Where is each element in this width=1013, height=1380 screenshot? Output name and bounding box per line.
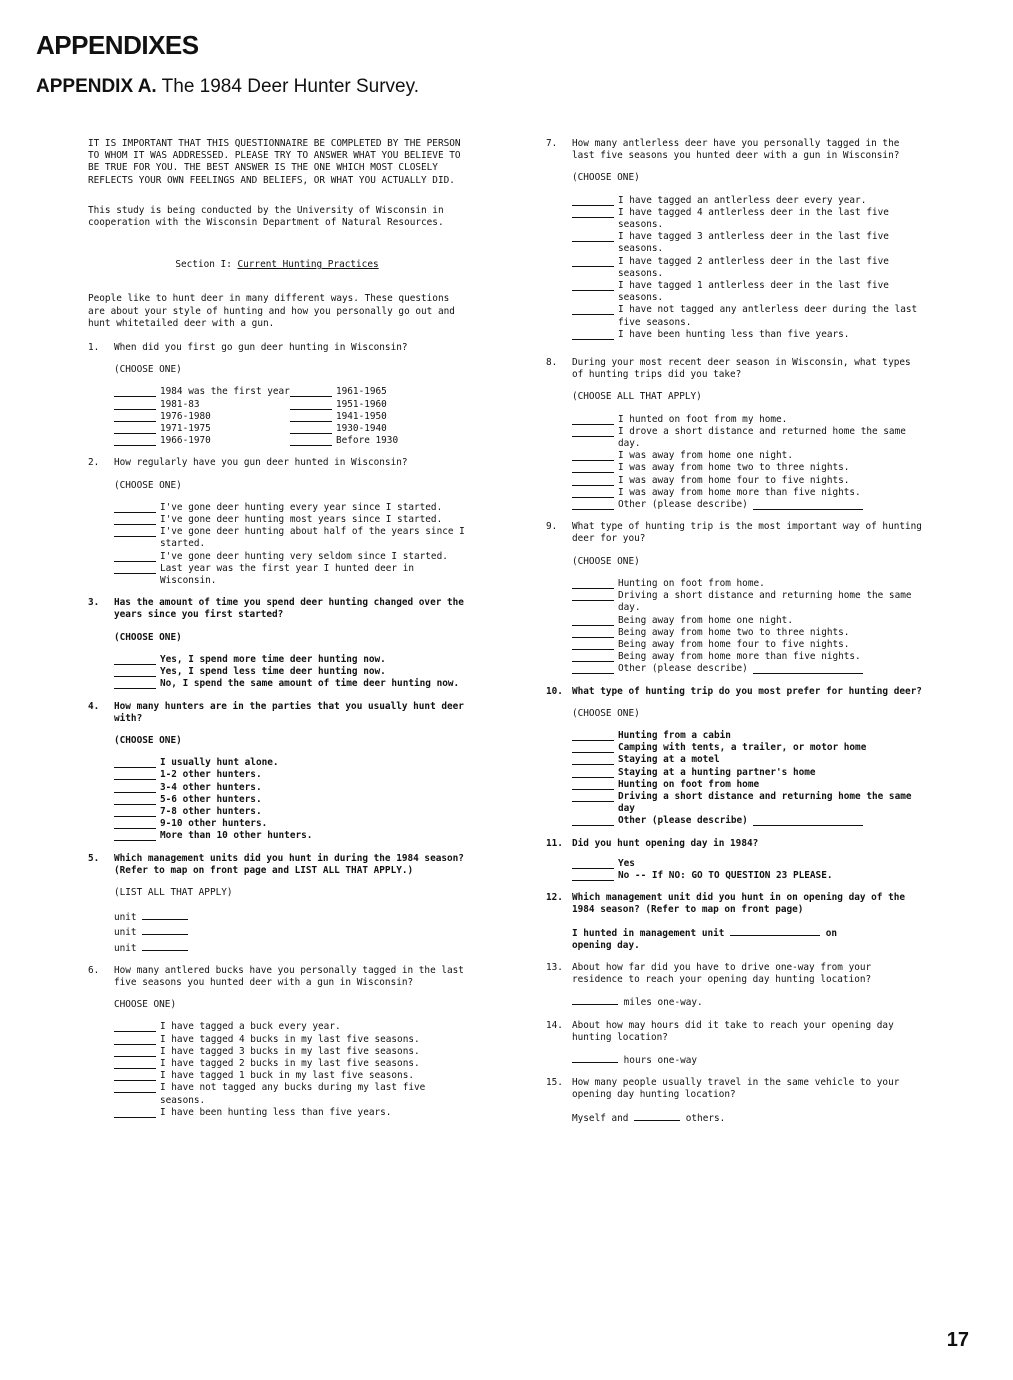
answer-option[interactable]	[572, 207, 924, 231]
answer-blank[interactable]	[572, 450, 614, 461]
answer-option[interactable]	[572, 475, 924, 487]
answer-option[interactable]	[572, 815, 924, 827]
option-label: I have tagged a buck every year.	[160, 1021, 341, 1033]
question-text: How regularly have you gun deer hunted in Wisconsin?	[114, 457, 408, 469]
option-label: Yes, I spend less time deer hunting now.	[160, 666, 386, 678]
answer-option[interactable]	[572, 754, 924, 766]
answer-blank[interactable]	[114, 830, 156, 841]
question-11	[546, 838, 924, 883]
answer-option[interactable]	[114, 563, 466, 587]
answer-option[interactable]	[114, 1034, 466, 1046]
answer-blank[interactable]	[572, 578, 614, 589]
option-label: 1981-83	[160, 398, 200, 410]
answer-blank[interactable]	[290, 399, 332, 410]
option-label: 1951-1960	[336, 398, 387, 410]
answer-option[interactable]	[572, 231, 924, 255]
choose-instruction: CHOOSE ONE)	[114, 999, 177, 1011]
answer-blank[interactable]	[572, 590, 614, 601]
option-label: Being away from home four to five nights.	[618, 638, 850, 650]
answer-blank[interactable]	[572, 426, 614, 437]
answer-option[interactable]	[572, 791, 924, 815]
answer-blank[interactable]	[114, 678, 156, 689]
answer-blank[interactable]	[572, 870, 614, 881]
answer-text: miles one-way.	[623, 997, 703, 1009]
option-label: No, I spend the same amount of time deer hunting now.	[160, 678, 460, 690]
option-label: I drove a short distance and returned home the same day.	[618, 425, 906, 450]
question-6	[88, 965, 466, 1119]
choose-instruction: (CHOOSE ONE)	[114, 631, 182, 643]
answer-blank[interactable]	[114, 794, 156, 805]
question-14	[546, 1020, 924, 1068]
answer-blank[interactable]	[572, 231, 614, 242]
option-label: I have tagged an antlerless deer every year.	[618, 194, 867, 206]
unit-blank[interactable]	[142, 924, 188, 935]
answer-blank[interactable]	[572, 779, 614, 790]
answer-blank[interactable]	[572, 858, 614, 869]
question-text: During your most recent deer season in Wisconsin, what types of hunting trips did you take?	[572, 357, 911, 381]
question-number: 5.	[88, 852, 100, 864]
answer-blank[interactable]	[572, 651, 614, 662]
answer-option[interactable]	[572, 304, 924, 328]
page-heading: APPENDIXES	[36, 30, 199, 60]
unit-entry[interactable]	[114, 924, 466, 939]
answer-blank[interactable]	[114, 1058, 156, 1069]
answer-option[interactable]	[290, 386, 466, 398]
answer-text: hours one-way	[623, 1054, 698, 1066]
answer-blank[interactable]	[114, 757, 156, 768]
question-number: 12.	[546, 892, 563, 904]
unit-label: unit	[114, 942, 137, 954]
answer-option[interactable]	[114, 423, 290, 435]
answer-option[interactable]	[572, 414, 924, 426]
appendix-name: The 1984 Deer Hunter Survey.	[161, 76, 419, 97]
answer-text: Myself and	[572, 1112, 629, 1124]
option-label: Hunting on foot from home	[618, 778, 760, 790]
answer-option[interactable]	[114, 411, 290, 423]
question-15	[546, 1077, 924, 1125]
answer-blank[interactable]	[114, 399, 156, 410]
answer-blank[interactable]	[572, 627, 614, 638]
answer-blank[interactable]	[290, 411, 332, 422]
answer-option[interactable]	[114, 1070, 466, 1082]
answer-blank[interactable]	[572, 280, 614, 291]
unit-blank[interactable]	[142, 909, 188, 920]
answer-option[interactable]	[290, 399, 466, 411]
option-label: I have not tagged any antlerless deer during the last five seasons.	[618, 304, 918, 328]
answer-blank[interactable]	[114, 666, 156, 677]
answer-blank[interactable]	[290, 435, 332, 446]
option-label: Yes	[618, 857, 635, 869]
answer-blank[interactable]	[114, 1021, 156, 1032]
question-number: 1.	[88, 342, 100, 354]
hours-blank[interactable]	[572, 1052, 618, 1063]
answer-option[interactable]	[572, 651, 924, 663]
option-label: I've gone deer hunting about half of the years since I started.	[160, 526, 465, 550]
answer-option[interactable]	[572, 578, 924, 590]
answer-option[interactable]	[290, 435, 466, 447]
option-label: Last year was the first year I hunted deer in Wisconsin.	[160, 562, 414, 587]
answer-option[interactable]	[572, 730, 924, 742]
question-number: 7.	[546, 138, 558, 149]
unit-label: unit	[114, 912, 137, 924]
answer-option[interactable]	[572, 858, 924, 870]
option-label: Camping with tents, a trailer, or motor home	[618, 742, 867, 754]
intro-sponsor: This study is being conducted by the University of Wisconsin in cooperation with the Wisconsin Department of Natural Resources.	[88, 204, 444, 229]
answer-option[interactable]	[572, 256, 924, 280]
option-label: 1984 was the first year	[160, 386, 290, 398]
question-3	[88, 597, 466, 690]
answer-option[interactable]	[114, 1046, 466, 1058]
option-label: Other (please describe)	[618, 663, 748, 675]
miles-blank[interactable]	[572, 994, 618, 1005]
answer-option[interactable]	[572, 462, 924, 474]
option-label: Before 1930	[336, 435, 399, 447]
answer-option[interactable]	[114, 514, 466, 526]
option-label: Yes, I spend more time deer hunting now.	[160, 653, 386, 665]
answer-blank[interactable]	[572, 791, 614, 802]
option-label: 5-6 other hunters.	[160, 793, 262, 805]
unit-blank[interactable]	[142, 940, 188, 951]
unit-blank[interactable]	[730, 925, 820, 936]
answer-blank[interactable]	[572, 462, 614, 473]
left-column	[88, 138, 466, 1129]
option-label: I have tagged 2 antlerless deer in the last five seasons.	[618, 255, 889, 279]
option-label: Staying at a hunting partner's home	[618, 766, 816, 778]
answer-text: I hunted in management unit	[572, 927, 725, 939]
answer-blank[interactable]	[572, 815, 614, 826]
question-number: 4.	[88, 700, 100, 712]
answer-blank[interactable]	[572, 754, 614, 765]
others-blank[interactable]	[634, 1110, 680, 1121]
answer-option[interactable]	[572, 280, 924, 304]
right-column	[546, 138, 924, 1135]
answer-option[interactable]	[114, 654, 466, 666]
answer-blank[interactable]	[114, 386, 156, 397]
question-9	[546, 521, 924, 675]
option-label: I have tagged 1 antlerless deer in the last five seasons.	[618, 280, 889, 304]
list-instruction: (LIST ALL THAT APPLY)	[114, 886, 233, 898]
question-text: When did you first go gun deer hunting in Wisconsin?	[114, 342, 408, 354]
section-name: Current Hunting Practices	[237, 259, 379, 271]
describe-blank[interactable]	[753, 663, 863, 674]
option-label: 7-8 other hunters.	[160, 805, 262, 817]
answer-blank[interactable]	[114, 818, 156, 829]
question-13	[546, 962, 924, 1010]
answer-blank[interactable]	[572, 615, 614, 626]
answer-blank[interactable]	[114, 806, 156, 817]
answer-blank[interactable]	[114, 1107, 156, 1118]
answer-blank[interactable]	[572, 475, 614, 486]
answer-blank[interactable]	[572, 329, 614, 340]
describe-blank[interactable]	[753, 499, 863, 510]
question-8	[546, 357, 924, 511]
answer-blank[interactable]	[114, 423, 156, 434]
answer-blank[interactable]	[114, 769, 156, 780]
question-text: Has the amount of time you spend deer hunting changed over the years since you first started?	[114, 597, 464, 621]
option-label: Other (please describe)	[618, 815, 748, 827]
option-label: 1961-1965	[336, 386, 387, 398]
distance-answer[interactable]	[572, 994, 924, 1009]
answer-blank[interactable]	[572, 304, 614, 315]
answer-option[interactable]	[572, 499, 924, 511]
answer-blank[interactable]	[572, 639, 614, 650]
answer-blank[interactable]	[572, 414, 614, 425]
question-number: 14.	[546, 1019, 563, 1031]
question-text: What type of hunting trip is the most important way of hunting deer for you?	[572, 521, 922, 545]
question-1	[88, 342, 466, 447]
answer-option[interactable]	[290, 423, 466, 435]
answer-blank[interactable]	[114, 435, 156, 446]
option-label: I usually hunt alone.	[160, 757, 279, 769]
option-label: Driving a short distance and returning home the same day.	[618, 590, 912, 614]
section-label: Section I:	[175, 259, 232, 271]
answer-option[interactable]	[572, 195, 924, 207]
option-label: Staying at a motel	[618, 754, 720, 766]
option-label: I have tagged 4 antlerless deer in the last five seasons.	[618, 206, 889, 231]
answer-blank[interactable]	[572, 499, 614, 510]
option-label: 3-4 other hunters.	[160, 781, 262, 793]
option-label: Being away from home one night.	[618, 614, 793, 626]
choose-instruction: (CHOOSE ONE)	[114, 734, 182, 746]
question-number: 10.	[546, 685, 563, 697]
question-text: Which management unit did you hunt in on opening day of the 1984 season? (Refer to map on front page)	[572, 892, 906, 916]
answer-blank[interactable]	[572, 767, 614, 778]
answer-option[interactable]	[114, 678, 466, 690]
answer-option[interactable]	[114, 782, 466, 794]
option-label: I have tagged 3 bucks in my last five seasons.	[160, 1045, 420, 1057]
answer-option[interactable]	[114, 502, 466, 514]
answer-option[interactable]	[114, 551, 466, 563]
question-text: How many antlered bucks have you personally tagged in the last five seasons you hunted deer with a gun in Wisconsin?	[114, 964, 464, 988]
choose-instruction: (CHOOSE ALL THAT APPLY)	[572, 391, 702, 403]
answer-option[interactable]	[572, 663, 924, 675]
option-label: I have tagged 2 bucks in my last five seasons.	[160, 1057, 420, 1069]
option-label: Driving a short distance and returning home the same day	[618, 790, 912, 815]
question-text: Which management units did you hunt in during the 1984 season? (Refer to map on front page and LIST ALL THAT APPLY.)	[114, 852, 464, 876]
answer-blank[interactable]	[290, 386, 332, 397]
answer-option[interactable]	[114, 818, 466, 830]
answer-option[interactable]	[114, 757, 466, 769]
answer-blank[interactable]	[114, 551, 156, 562]
question-text: How many hunters are in the parties that you usually hunt deer with?	[114, 700, 464, 724]
question-text: How many people usually travel in the same vehicle to your opening day hunting location?	[572, 1077, 900, 1101]
answer-option[interactable]	[114, 794, 466, 806]
answer-blank[interactable]	[114, 1082, 156, 1093]
answer-blank[interactable]	[114, 654, 156, 665]
unit-label: unit	[114, 927, 137, 939]
question-number: 3.	[88, 597, 100, 609]
option-label: Being away from home more than five nights.	[618, 651, 861, 663]
choose-instruction: (CHOOSE ONE)	[114, 364, 182, 376]
answer-blank[interactable]	[572, 207, 614, 218]
option-label: More than 10 other hunters.	[160, 830, 313, 842]
answer-option[interactable]	[114, 769, 466, 781]
answer-blank[interactable]	[114, 563, 156, 574]
answer-blank[interactable]	[114, 1046, 156, 1057]
question-number: 15.	[546, 1077, 563, 1089]
answer-option[interactable]	[572, 779, 924, 791]
describe-blank[interactable]	[753, 815, 863, 826]
option-label: 1-2 other hunters.	[160, 769, 262, 781]
answer-option[interactable]	[114, 666, 466, 678]
question-text: About how may hours did it take to reach your opening day hunting location?	[572, 1019, 894, 1043]
unit-answer[interactable]	[572, 925, 924, 952]
answer-blank[interactable]	[114, 1034, 156, 1045]
answer-blank[interactable]	[114, 782, 156, 793]
answer-blank[interactable]	[114, 411, 156, 422]
option-label: No -- If NO: GO TO QUESTION 23 PLEASE.	[618, 869, 833, 881]
option-label: I have tagged 1 buck in my last five seasons.	[160, 1070, 414, 1082]
answer-option[interactable]	[572, 450, 924, 462]
question-4	[88, 701, 466, 843]
answer-option[interactable]	[572, 615, 924, 627]
answer-blank[interactable]	[572, 256, 614, 267]
hours-answer[interactable]	[572, 1052, 924, 1067]
option-label: 9-10 other hunters.	[160, 818, 268, 830]
question-number: 6.	[88, 964, 100, 976]
option-label: I was away from home more than five nights.	[618, 486, 861, 498]
answer-option[interactable]	[572, 590, 924, 614]
answer-option[interactable]	[572, 870, 924, 882]
answer-option[interactable]	[114, 1082, 466, 1106]
choose-instruction: (CHOOSE ONE)	[572, 555, 640, 567]
question-number: 9.	[546, 521, 558, 533]
page-number: 17	[946, 1329, 969, 1351]
answer-option[interactable]	[290, 411, 466, 423]
option-label: I hunted on foot from my home.	[618, 413, 788, 425]
question-number: 11.	[546, 837, 563, 849]
answer-option[interactable]	[572, 627, 924, 639]
option-label: I have tagged 3 antlerless deer in the last five seasons.	[618, 231, 889, 255]
question-number: 13.	[546, 961, 563, 973]
question-10	[546, 686, 924, 828]
choose-instruction: (CHOOSE ONE)	[114, 479, 182, 491]
choose-instruction: (CHOOSE ONE)	[572, 707, 640, 719]
question-text: What type of hunting trip do you most prefer for hunting deer?	[572, 685, 922, 697]
question-12	[546, 892, 924, 952]
answer-blank[interactable]	[572, 742, 614, 753]
answer-blank[interactable]	[114, 502, 156, 513]
answer-option[interactable]	[572, 742, 924, 754]
answer-blank[interactable]	[114, 1070, 156, 1081]
option-label: I've gone deer hunting most years since I started.	[160, 514, 443, 526]
answer-text: opening day.	[572, 939, 640, 951]
question-number: 2.	[88, 457, 100, 469]
appendix-title	[36, 76, 419, 98]
question-number: 8.	[546, 357, 558, 369]
question-7	[546, 138, 924, 341]
people-answer[interactable]	[572, 1110, 924, 1125]
unit-entry[interactable]	[114, 940, 466, 955]
option-label: I was away from home one night.	[618, 450, 793, 462]
question-text: Did you hunt opening day in 1984?	[572, 837, 759, 849]
option-label: I've gone deer hunting very seldom since I started.	[160, 550, 448, 562]
answer-option[interactable]	[114, 386, 290, 398]
question-text: About how far did you have to drive one-way from your residence to reach your opening day hunting location?	[572, 961, 872, 986]
answer-blank[interactable]	[572, 663, 614, 674]
option-label: Hunting from a cabin	[618, 729, 731, 741]
unit-entry[interactable]	[114, 909, 466, 924]
answer-blank[interactable]	[572, 487, 614, 498]
answer-blank[interactable]	[572, 195, 614, 206]
answer-blank[interactable]	[114, 526, 156, 537]
option-label: 1971-1975	[160, 423, 211, 435]
answer-option[interactable]	[114, 399, 290, 411]
answer-option[interactable]	[114, 1058, 466, 1070]
option-label: 1976-1980	[160, 410, 211, 422]
option-label: 1966-1970	[160, 435, 211, 447]
option-label: Hunting on foot from home.	[618, 577, 765, 589]
section-title	[88, 259, 466, 271]
answer-blank[interactable]	[114, 514, 156, 525]
answer-option[interactable]	[572, 767, 924, 779]
answer-blank[interactable]	[572, 730, 614, 741]
answer-text: on	[825, 927, 838, 939]
answer-text: others.	[685, 1112, 726, 1124]
answer-option[interactable]	[114, 1107, 466, 1119]
question-2	[88, 457, 466, 587]
option-label: I was away from home four to five nights.	[618, 474, 850, 486]
answer-option[interactable]	[114, 435, 290, 447]
option-label: Being away from home two to three nights.	[618, 626, 850, 638]
answer-option[interactable]	[114, 806, 466, 818]
answer-blank[interactable]	[290, 423, 332, 434]
answer-option[interactable]	[572, 487, 924, 499]
question-text: How many antlerless deer have you personally tagged in the last five seasons you hunted deer with a gun in Wisconsin?	[572, 138, 900, 162]
option-label: Other (please describe)	[618, 499, 748, 511]
answer-option[interactable]	[114, 1021, 466, 1033]
option-label: 1941-1950	[336, 410, 387, 422]
answer-option[interactable]	[572, 639, 924, 651]
choose-instruction: (CHOOSE ONE)	[572, 172, 640, 184]
answer-option[interactable]	[114, 830, 466, 842]
question-5	[88, 853, 466, 955]
option-label: I've gone deer hunting every year since I started.	[160, 501, 443, 513]
answer-option[interactable]	[572, 329, 924, 341]
option-label: I have not tagged any bucks during my last five seasons.	[160, 1082, 426, 1106]
section-intro: People like to hunt deer in many different ways. These questions are about your style of hunting and how you personally go out and hunt whitetailed deer with a gun.	[88, 293, 455, 329]
answer-option[interactable]	[114, 526, 466, 550]
answer-option[interactable]	[572, 426, 924, 450]
appendix-label: APPENDIX A.	[36, 76, 157, 97]
intro-instructions: IT IS IMPORTANT THAT THIS QUESTIONNAIRE BE COMPLETED BY THE PERSON TO WHOM IT WAS ADDRESSED. PLEASE TRY TO ANSWER WHAT YOU BELIEVE TO BE TRUE FOR YOU. THE BEST ANSWER IS THE ONE WHICH MOST CLOSELY REFLECTS YOUR OWN FEELINGS AND BELIEFS, OR WHAT YOU ACTUALLY DID.	[88, 138, 461, 186]
option-label: I have been hunting less than five years.	[618, 328, 850, 340]
option-label: I have been hunting less than five years.	[160, 1106, 392, 1118]
option-label: 1930-1940	[336, 423, 387, 435]
option-label: I was away from home two to three nights.	[618, 462, 850, 474]
option-label: I have tagged 4 bucks in my last five seasons.	[160, 1033, 420, 1045]
